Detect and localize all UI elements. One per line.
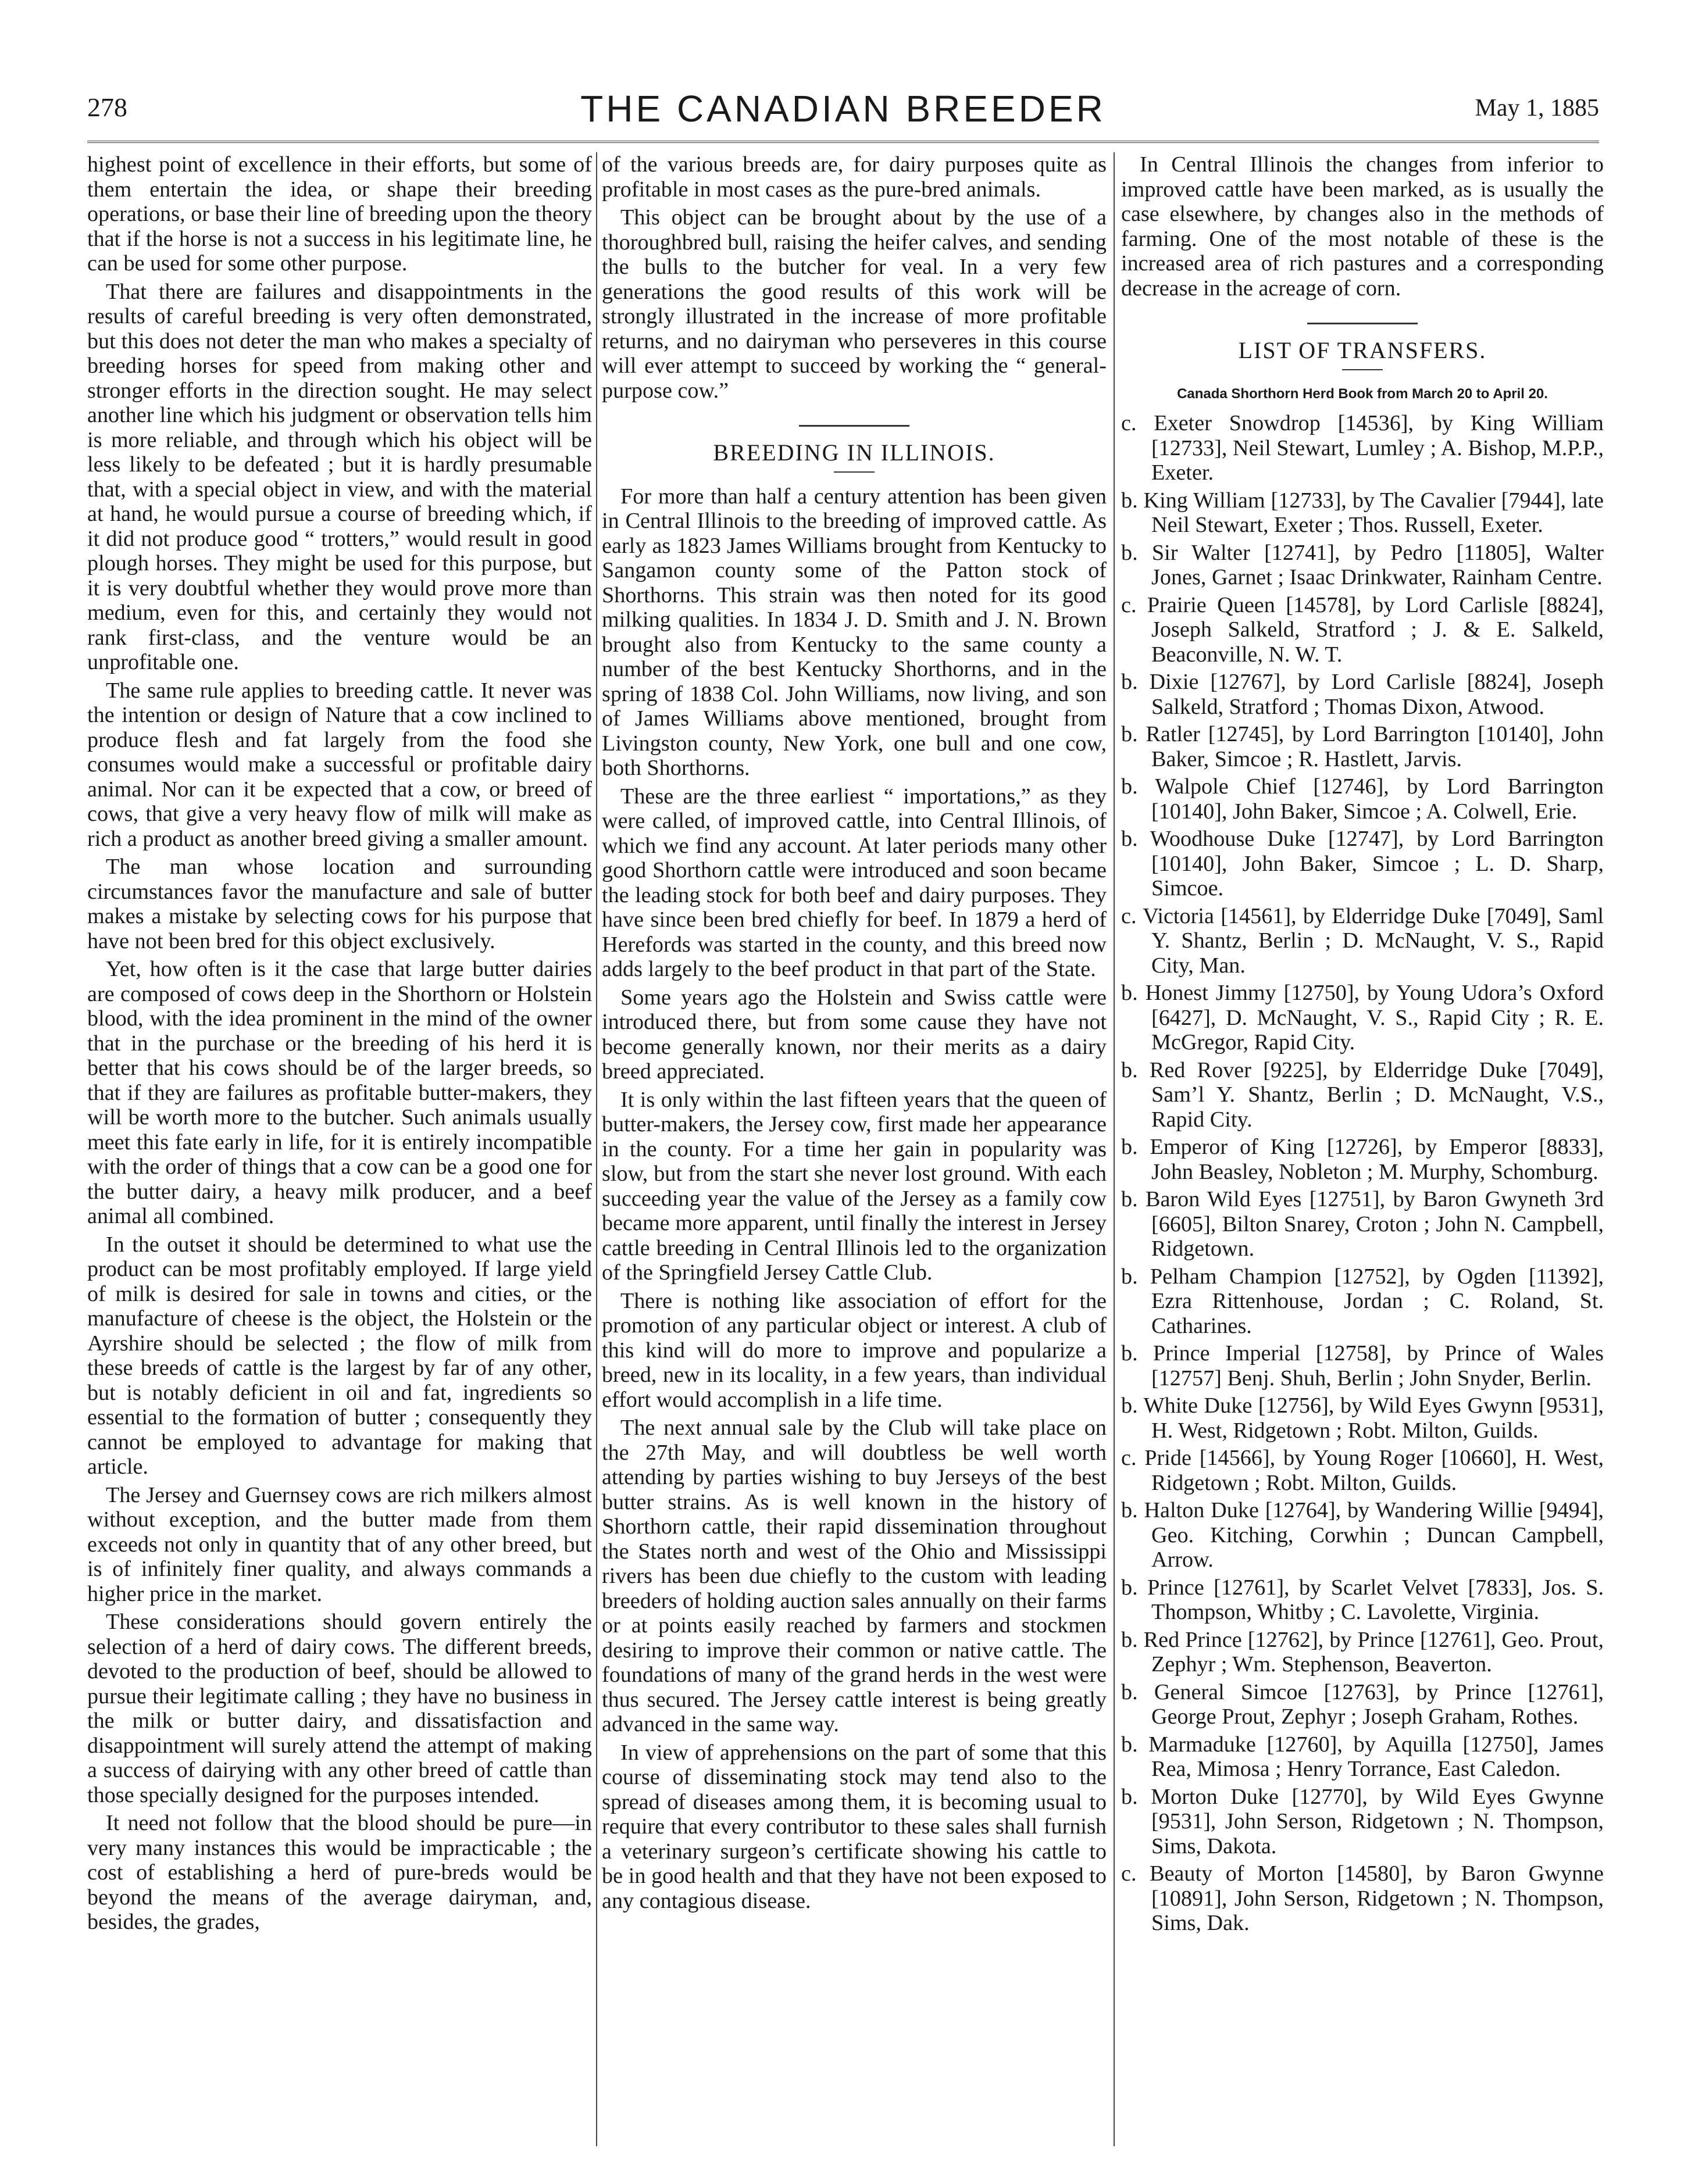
transfer-entry: c. Prairie Queen [14578], by Lord Carlisle [8824], Joseph Salkeld, Stratford ; J. & E. Salkeld, Beaconville, N. W. T. — [1121, 592, 1604, 667]
transfer-entry: b. Ratler [12745], by Lord Barrington [10140], John Baker, Simcoe ; R. Hastlett, Jarvis. — [1121, 722, 1604, 771]
paragraph: It need not follow that the blood should be pure—in very many instances this would be impracticable ; the cost of establishing a herd of pure-breds would be beyond the means of the average dairyman, and, besides, the grades, — [87, 1811, 592, 1934]
transfer-entry: b. Prince [12761], by Scarlet Velvet [7833], Jos. S. Thompson, Whitby ; C. Lavolette, Virginia. — [1121, 1575, 1604, 1624]
paragraph: In view of apprehensions on the part of some that this course of disseminating stock may tend also to the spread of diseases among them, it is becoming usual to require that every contributor to these sales shall furnish a veterinary surgeon’s certificate showing his cattle to be in good health and that they have not been exposed to any contagious disease. — [602, 1740, 1107, 1913]
paragraph: These considerations should govern entirely the selection of a herd of dairy cows. The different breeds, devoted to the production of beef, should be allowed to pursue their legitimate calling ; they have no business in the milk or butter dairy, and dissatisfaction and disappointment will surely attend the attempt of making a success of dairying with any other breed of cattle than those specially designed for the purposes intended. — [87, 1610, 592, 1807]
column-1 — [87, 152, 592, 2152]
section-separator — [799, 425, 909, 427]
paragraph: In the outset it should be determined to what use the product can be most profitably employed. If large yield of milk is desired for sale in towns and cities, or the manufacture of cheese is the object, the Holstein or the Ayrshire should be selected ; the flow of milk from these breeds of cattle is the largest by far of any other, but is notably deficient in oil and fat, ingredients so essential to the formation of butter ; consequently they cannot be employed to advantage for making that article. — [87, 1232, 592, 1479]
transfer-entry: b. Marmaduke [12760], by Aquilla [12750], James Rea, Mimosa ; Henry Torrance, East Caledon. — [1121, 1732, 1604, 1781]
paragraph: These are the three earliest “ importations,” as they were called, of improved cattle, into Central Illinois, of which we find any account. At later periods many other good Shorthorn cattle were introduced and soon became the leading stock for both beef and dairy purposes. They have since been bred chiefly for beef. In 1879 a herd of Herefords was started in the county, and this breed now adds largely to the beef product in that part of the State. — [602, 784, 1107, 981]
heading-rule — [834, 471, 875, 473]
list-subheading: Canada Shorthorn Herd Book from March 20 to April 20. — [1177, 385, 1548, 402]
transfer-entry: b. Woodhouse Duke [12747], by Lord Barrington [10140], John Baker, Simcoe ; L. D. Sharp, Simcoe. — [1121, 827, 1604, 900]
paragraph: The Jersey and Guernsey cows are rich milkers almost without exception, and the butter made from them exceeds not only in quantity that of any other breed, but is of infinitely finer quality, and always commands a higher price in the market. — [87, 1482, 592, 1606]
transfer-entry: b. White Duke [12756], by Wild Eyes Gwynn [9531], H. West, Ridgetown ; Robt. Milton, Guilds. — [1121, 1393, 1604, 1443]
transfer-entry: b. Walpole Chief [12746], by Lord Barrington [10140], John Baker, Simcoe ; A. Colwell, Erie. — [1121, 774, 1604, 824]
paragraph: The same rule applies to breeding cattle. It never was the intention or design of Nature that a cow inclined to produce flesh and fat largely from the food she consumes would make a successful or profitable dairy animal. Nor can it be expected that a cow, or breed of cows, that give a very heavy flow of milk will make as rich a product as another breed giving a smaller amount. — [87, 678, 592, 851]
masthead: THE CANADIAN BREEDER — [580, 88, 1106, 130]
transfer-entry: b. Emperor of King [12726], by Emperor [8833], John Beasley, Nobleton ; M. Murphy, Schomburg. — [1121, 1135, 1604, 1184]
transfer-entry: b. Pelham Champion [12752], by Ogden [11392], Ezra Rittenhouse, Jordan ; C. Roland, St. Catharines. — [1121, 1264, 1604, 1338]
issue-date: May 1, 1885 — [1475, 95, 1599, 121]
transfer-entry: b. Morton Duke [12770], by Wild Eyes Gwynne [9531], John Serson, Ridgetown ; N. Thompson, Sims, Dakota. — [1121, 1784, 1604, 1858]
transfer-entry: c. Pride [14566], by Young Roger [10660], H. West, Ridgetown ; Robt. Milton, Guilds. — [1121, 1446, 1604, 1495]
transfer-entry: b. Sir Walter [12741], by Pedro [11805], Walter Jones, Garnet ; Isaac Drinkwater, Rainham Centre. — [1121, 540, 1604, 589]
heading-rule — [1342, 369, 1383, 370]
transfer-entry: b. Prince Imperial [12758], by Prince of Wales [12757] Benj. Shuh, Berlin ; John Snyder, Berlin. — [1121, 1341, 1604, 1391]
paragraph: For more than half a century attention has been given in Central Illinois to the breeding of improved cattle. As early as 1823 James Williams brought from Kentucky to Sangamon county some of the Patton stock of Shorthorns. This strain was then noted for its good milking qualities. In 1834 J. D. Smith and J. N. Brown brought also from Kentucky to the same county a number of the best Kentucky Shorthorns, and in the spring of 1838 Col. John Williams, now living, and son of James Williams above mentioned, brought from Livingston county, New York, one bull and one cow, both Shorthorns. — [602, 484, 1107, 780]
paragraph: Some years ago the Holstein and Swiss cattle were introduced there, but from some cause they have not become generally known, nor their merits as a dairy breed appreciated. — [602, 985, 1107, 1084]
paragraph: The man whose location and surrounding circumstances favor the manufacture and sale of butter makes a mistake by selecting cows for his purpose that have not been bred for this object exclusively. — [87, 855, 592, 953]
paragraph: The next annual sale by the Club will take place on the 27th May, and will doubtless be well worth attending by parties wishing to buy Jerseys of the best butter strains. As is well known in the history of Shorthorn cattle, their rapid dissemination throughout the States north and west of the Ohio and Mississippi rivers has been due chiefly to the custom with leading breeders of holding auction sales annually on their farms or at points easily reached by farmers and stockmen desiring to improve their common or native cattle. The foundations of many of the grand herds in the west were thus secured. The Jersey cattle interest is being greatly advanced in the same way. — [602, 1416, 1107, 1736]
paragraph: That there are failures and disappointments in the results of careful breeding is very often demonstrated, but this does not deter the man who makes a specialty of breeding horses for speed from making other and stronger efforts in the direction sought. He may select another line which his judgment or observation tells him is more reliable, and through which his object will be less likely to be defeated ; but it is hardly presumable that, with a special object in view, and with the material at hand, he would pursue a course of breeding which, if it did not produce good “ trotters,” would result in good plough horses. They might be used for this purpose, but it is very doubtful whether they would prove more than medium, even for this, and certainly they would not rank first-class, and the venture would be an unprofitable one. — [87, 279, 592, 674]
page-header — [87, 87, 1599, 140]
transfer-entry: b. Baron Wild Eyes [12751], by Baron Gwyneth 3rd [6605], Bilton Snarey, Croton ; John N. Campbell, Ridgetown. — [1121, 1187, 1604, 1261]
section-separator — [1307, 323, 1418, 324]
paragraph: It is only within the last fifteen years that the queen of butter-makers, the Jersey cow, first made her appearance in the county. For a time her gain in popularity was slow, but from the start she never lost ground. With each succeeding year the value of the Jersey as a family cow became more apparent, until finally the interest in Jersey cattle breeding in Central Illinois led to the organization of the Springfield Jersey Cattle Club. — [602, 1087, 1107, 1285]
paragraph: of the various breeds are, for dairy purposes quite as profitable in most cases as the pure-bred animals. — [602, 152, 1107, 202]
transfer-entry: b. Red Rover [9225], by Elderridge Duke [7049], Sam’l Y. Shantz, Berlin ; D. McNaught, V.S., Rapid City. — [1121, 1057, 1604, 1132]
transfer-entry: c. Beauty of Morton [14580], by Baron Gwynne [10891], John Serson, Ridgetown ; N. Thompson, Sims, Dak. — [1121, 1861, 1604, 1935]
paragraph: In Central Illinois the changes from inferior to improved cattle have been marked, as is usually the case elsewhere, by changes also in the methods of farming. One of the most notable of these is the increased area of rich pastures and a corresponding decrease in the acreage of corn. — [1121, 152, 1604, 301]
article-heading: BREEDING IN ILLINOIS. — [713, 439, 995, 466]
paragraph: There is nothing like association of effort for the promotion of any particular object or interest. A club of this kind will do more to improve and popularize a breed, new in its locality, in a few years, than individual effort would accomplish in a life time. — [602, 1288, 1107, 1412]
paragraph: This object can be brought about by the use of a thoroughbred bull, raising the heifer calves, and sending the bulls to the butcher for veal. In a very few generations the good results of this work will be strongly illustrated in the increase of more profitable returns, and no dairyman who perseveres in this course will ever attempt to succeed by working the “ general-purpose cow.” — [602, 205, 1107, 403]
column-3 — [1121, 152, 1604, 2152]
header-rule — [87, 141, 1599, 143]
transfer-entry: b. General Simcoe [12763], by Prince [12761], George Prout, Zephyr ; Joseph Graham, Rothes. — [1121, 1679, 1604, 1729]
transfer-entry: b. King William [12733], by The Cavalier [7944], late Neil Stewart, Exeter ; Thos. Russell, Exeter. — [1121, 488, 1604, 537]
list-heading: LIST OF TRANSFERS. — [1238, 337, 1487, 363]
transfer-entry: c. Exeter Snowdrop [14536], by King William [12733], Neil Stewart, Lumley ; A. Bishop, M.P.P., Exeter. — [1121, 411, 1604, 485]
transfer-entry: b. Honest Jimmy [12750], by Young Udora’s Oxford [6427], D. McNaught, V. S., Rapid City ; R. E. McGregor, Rapid City. — [1121, 981, 1604, 1055]
transfer-entry: b. Dixie [12767], by Lord Carlisle [8824], Joseph Salkeld, Stratford ; Thomas Dixon, Atwood. — [1121, 670, 1604, 719]
paragraph: Yet, how often is it the case that large butter dairies are composed of cows deep in the Shorthorn or Holstein blood, with the idea prominent in the mind of the owner that in the purchase or the breeding of his herd it is better that his cows should be of the larger breeds, so that if they are failures as profitable butter-makers, they will be worth more to the butcher. Such animals usually meet this fate early in life, for it is entirely incompatible with the order of things that a cow can be a good one for the butter dairy, a heavy milk producer, and a beef animal all combined. — [87, 957, 592, 1228]
column-2 — [602, 152, 1107, 2152]
column-divider — [596, 152, 597, 2146]
transfer-entry: b. Halton Duke [12764], by Wandering Willie [9494], Geo. Kitching, Corwhin ; Duncan Campbell, Arrow. — [1121, 1498, 1604, 1572]
transfer-entry: b. Red Prince [12762], by Prince [12761], Geo. Prout, Zephyr ; Wm. Stephenson, Beaverton. — [1121, 1627, 1604, 1677]
page-number: 278 — [87, 92, 127, 122]
column-divider — [1114, 152, 1115, 2146]
paragraph: highest point of excellence in their efforts, but some of them entertain the idea, or shape their breeding operations, or base their line of breeding upon the theory that if the horse is not a success in his legitimate line, he can be used for some other purpose. — [87, 152, 592, 276]
transfer-entry: c. Victoria [14561], by Elderridge Duke [7049], Saml Y. Shantz, Berlin ; D. McNaught, V. S., Rapid City, Man. — [1121, 903, 1604, 978]
